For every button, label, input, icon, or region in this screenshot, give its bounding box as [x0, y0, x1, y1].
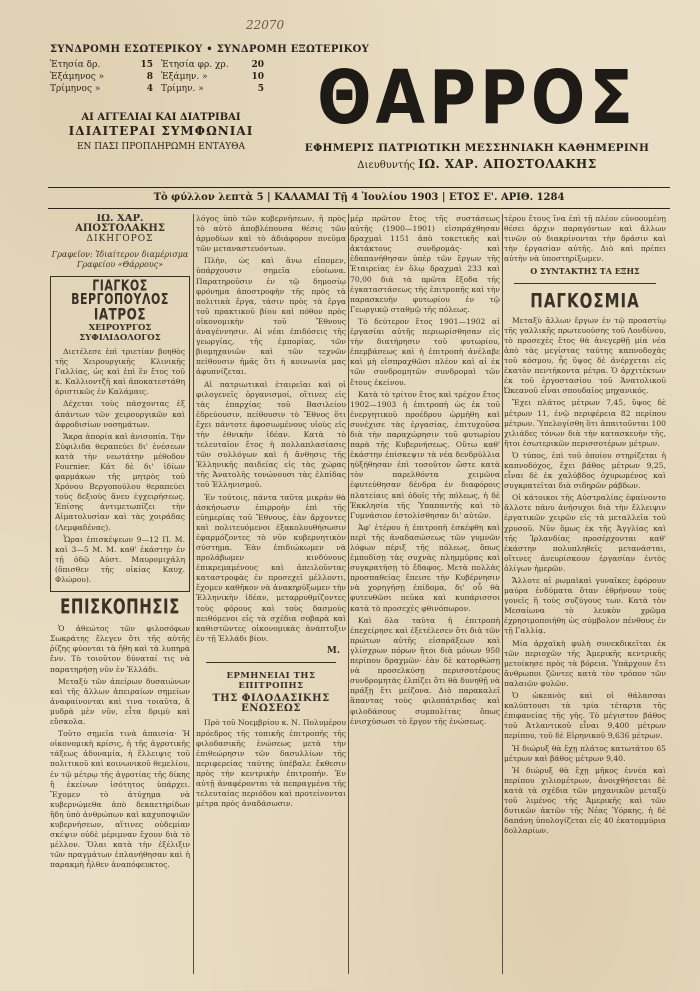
section-heading-pagkosmia: ΠΑΓΚΟΣΜΙΑ — [530, 288, 640, 313]
column-3: μέρ πρῶτον ἔτος τῆς συστάσεως αὐτῆς (1900—1901) εἰσπράχθησαν δραχμαὶ 1151 ἀπὸ τοκετικῆς καὶ ἀκτάκτους συνδρομάς· καὶ ἐδαπανήθησαν ὑπὲρ τῶν ἔργων τῆς Ἑταιρείας ἐν ὅλῳ δραχμαὶ 233 καὶ 70,00 διὰ τὰ πρῶτα ἔξοδα τῆς ἐγκαταστάσεως τῆς ἐπιτροπῆς καὶ τὴν παρασκευὴν φυτωρίου ἐν τῷ Γεωργικῷ σταθμῷ τῆς πόλεως. Τὸ δεύτερον ἔτος 1901—1902 αἱ ἐργασίαι αὐτῆς περιωρίσθησαν εἰς τὴν διατήρησιν τοῦ φυτωρίου, ἐπεμβάσεως καὶ ἡ ἐπιτροπὴ ἀνέλαβε καὶ μὴ εἰσπραχθῶσι πλέον καὶ αἱ ἐκ τῶν συνδρομητῶν συνδρομαὶ τῶν ἔτους ἐκείνου. Κατὰ τὸ τρίτον ἔτος καὶ τρέχον ἔτος 1902—1903 ἡ ἐπιτροπὴ ὡς ἐκ τοῦ ἐνεργητικοῦ προέδρου ὡρμήθη καὶ συνέχισε τὰς ἐργασίας, ἐπιτυχοῦσα διὰ τὴν παραχώρησιν τοῦ φυτωρίου παρὰ τῆς Κυβερνήσεως. Οὕτω καθ' ἑκάστην ἐπίσκεψιν τὰ νέα δενδρύλλια ηὐξήθησαν ἐπὶ τοσοῦτον ὥστε κατὰ τὸν παρελθόντα χειμῶνα ἐφυτεύθησαν δένδρα ἐν διαφόροις πλατείαις καὶ ὁδοῖς τῆς πόλεως, ἡ δὲ Ἐκκλησία τῆς Ὑπαπαντῆς καὶ τὸ Γυμνάσιον ἐστολίσθησαν δι' αὐτῶν. Ἀφ' ἑτέρου ἡ ἐπιτροπὴ ἐσκέφθη καὶ περὶ τῆς ἀναδασώσεως τῶν γυμνῶν λόφων πέριξ τῆς πόλεως, ὅπως ἐμποδίσῃ τὰς συχνὰς πλημμύρας καὶ συγκρατήσῃ τὸ ἔδαφος. Μετὰ πολλὰς προσπαθείας ἔπεισε τὴν Κυβέρνησιν νὰ χορηγήσῃ ἐπίδομα, δι' οὗ θὰ φυτευθῶσι πεῦκα καὶ κυπάρισσοι κατὰ τὸ προσεχὲς φθινόπωρον. Καὶ ὅλα ταῦτα ἡ ἐπιτροπὴ ἐπεχείρησε καὶ ἐξετέλεσεν ὅτι διὰ τῶν πρώτων αὐτῆς εἰσπράξεων καὶ γλίσχρων πόρων ἤτοι διὰ μόνων 950 περίπου δραχμῶν· ἐὰν δὲ κατορθώσῃ νὰ προσελκύσῃ περισσοτέρους συνδρομητὰς ἐλπίζει ὅτι θὰ δυνηθῇ νὰ πράξῃ ἔτι μείζονα. Διὸ παρακαλεῖ ἅπαντας τοὺς φιλοπάτριδας καὶ φιλοδάσους συμπολίτας ὅπως ἐνισχύσωσι τὸ ἔργον τῆς ἐνώσεως. — [350, 214, 500, 726]
lawyer-office: Γραφεῖον: Ἰδιαίτερον διαμέρισμα Γραφείου «Θάρρους» — [51, 250, 189, 270]
newspaper-logo: ΘΑΡΡΟΣ — [317, 56, 637, 142]
doctor-title: ΙΑΤΡΟΣ — [93, 304, 147, 324]
lawyer-name: ΙΩ. ΧΑΡ. ΑΠΟΣΤΟΛΑΚΗΣ — [75, 214, 165, 235]
dateline: Τὸ φύλλον λεπτὰ 5 | ΚΑΛΑΜΑΙ Τῇ 4 Ἰουλίου 1903 | ΕΤΟΣ Ε'. ΑΡΙΘ. 1284 — [48, 187, 670, 209]
newspaper-subtitle: ΕΦΗΜΕΡΙΣ ΠΑΤΡΙΩΤΙΚΗ ΜΕΣΣΗΝΙΑΚΗ ΚΑΘΗΜΕΡΙΝΗ — [304, 142, 650, 154]
rate-row: Ἐτησία φρ. χρ. 20 — [161, 60, 264, 70]
rate-row: Ἐτησία δρ. 15 — [50, 60, 153, 70]
section-heading-commission: ΕΡΜΗΝΕΙΑΙ ΤΗΣ ΕΠΙΤΡΟΠΗΣ ΤΗΣ ΦΙΛΟΔΑΣΙΚΗΣ ΕΝΩΣΕΩΣ — [212, 671, 330, 715]
section-heading-episkopisis: ΕΠΙΣΚΟΠΗΣΙΣ — [60, 594, 180, 620]
column-divider — [193, 214, 194, 974]
article-signature: Ο ΣΥΝΤΑΚΤΗΣ ΤΑ ΕΞΗΣ — [530, 266, 640, 277]
subscriptions-grid — [50, 59, 272, 95]
doctor-name: ΓΙΑΓΚΟΣ ΒΕΡΓΟΠΟΥΛΟΣ — [71, 277, 169, 309]
rate-row: Τρίμην. » 5 — [161, 84, 264, 94]
lawyer-title: ΔΙΚΗΓΟΡΟΣ — [86, 234, 154, 245]
column-1: ΙΩ. ΧΑΡ. ΑΠΟΣΤΟΛΑΚΗΣ ΔΙΚΗΓΟΡΟΣ Γραφεῖον: Ἰδιαίτερον διαμέρισμα Γραφείου «Θάρρους» ΓΙΑΓΚΟΣ ΒΕΡΓΟΠΟΥΛΟΣ ΙΑΤΡΟΣ ΧΕΙΡΟΥΡΓΟΣ ΣΥΦΙΛΙΔΟΛΟΓΟΣ Διετέλεσε ἐπὶ τριετίαν βοηθὸς τῆς Χειρουργικῆς Κλινικῆς Γαλλίας, ὡς καὶ ἐπὶ ἓν ἔτος τοῦ κ. Καλλιοντζῆ καὶ ἀποκατεστάθη ὁριστικῶς ἐν Καλάμαις. Δέχεται τοὺς πάσχοντας ἐξ ἁπάντων τῶν χειρουργικῶν καὶ ἀφροδισίων νοσημάτων. Ἄκρα ἀπορία καὶ ἀνισοπία. Τὴν Σύφιλιδα θεραπεύει δι' ἐνέσεων κατὰ τὴν νεωτάτην μέθοδον Fournier. Κάτ δὲ δι' ἰδίων φαρμάκων τῆς μητρὸς τοῦ Χρόνου Βεργοπούλου θεραπεύει τοὺς δεξιοὺς ἄνευ ἐγχειρήσεως. Ἐπίσης ἀντιμετωπίζει τὴν Αἱματολυσίαν καὶ τὰς χοιράδας (Λεμφαδένας). Ὧραι ἐπισκέψεων 9—12 Π. Μ. καὶ 3—5 Μ. Μ. καθ' ἑκάστην ἐν τῇ ὁδῷ Αὐστ. Μαυρομιχάλη (ὄπισθεν τῆς οἰκίας Καυχ. Φλώρου). ΕΠΙΣΚΟΠΗΣΙΣ Ὁ ἀθεώτος τῶν φιλοσόφων Σωκράτης ἔλεγεν ὅτι τῆς αὐτῆς ῥίζης φύονται τὰ ἤθη καὶ τὰ λυπηρὰ ἔνν. Τὸ τοιοῦτον δύναταί τις νὰ παρατηρήσῃ νῦν ἐν Ἑλλάδι. Μεταξὺ τῶν ἀπείρων δυσαιώνων καὶ τῆς ἄλλων ἀπειραίων σημείων ἀναφαίνονται καὶ τινα τοιαῦτα, ἅ μυδρὰ μὲν νῦν, εἶτα δριμὺ καὶ εὔσκολα. Τοῦτο σημεῖα τινὰ ἀπαισία· Ἡ οἰκονομικὴ κρίσις, ἡ τῆς ἀγροτικῆς τάξεως ἀδυναμία, ἡ ἔλλειψις τοῦ πολιτικοῦ καὶ κοινωνικοῦ θεμελίου, ἐν τῷ μέτρῳ τῆς ἀγροτίας τῆς δίκης ἢ ἐκείνων ἰσότητος ὑπάρχει. Ἔχομεν τὸ ἀτύχημα νὰ κυβερνώμεθα ἀπὸ δεκαετηρίδων ἤδη ὑπὸ ἀνθρώπων καὶ καχυποψιῶν κυβερνήσεων, αἵτινες οὐδεμίαν σκέψιν οὐδὲ μέριμναν ἔχουν διὰ τὸ μέλλον. Ὅλαι κατὰ τὴν ἐξέλιξιν τῶν πραγμάτων ἐπλανήθησαν καὶ ἡ παρακμὴ ἦλθεν ἀναπόφευκτος. — [50, 214, 190, 870]
rate-row: Ἑξάμηνος » 8 — [50, 72, 153, 82]
article-signature: Μ. — [326, 645, 340, 656]
rate-row: Ἑξάμην. » 10 — [161, 72, 264, 82]
advertising-notice: ΑΙ ΑΓΓΕΛΙΑΙ ΚΑΙ ΔΙΑΤΡΙΒΑΙ ΙΔΙΑΙΤΕΡΑΙ ΣΥΜΦΩΝΙΑΙ ΕΝ ΠΑΣΙ ΠΡΟΠΛΗΡΩΜΗ ΕΝΤΑΥΘΑ — [68, 112, 254, 152]
rate-row: Τρίμηνος » 4 — [50, 84, 153, 94]
director-line: Διευθυντής ΙΩ. ΧΑΡ. ΑΠΟΣΤΟΛΑΚΗΣ — [357, 157, 597, 171]
domestic-rates — [50, 59, 161, 95]
doctor-advertisement: ΓΙΑΓΚΟΣ ΒΕΡΓΟΠΟΥΛΟΣ ΙΑΤΡΟΣ ΧΕΙΡΟΥΡΓΟΣ ΣΥΦΙΛΙΔΟΛΟΓΟΣ Διετέλεσε ἐπὶ τριετίαν βοηθὸς τῆς Χειρουργικῆς Κλινικῆς Γαλλίας, ὡς καὶ ἐπὶ ἓν ἔτος τοῦ κ. Καλλιοντζῆ καὶ ἀποκατεστάθη ὁριστικῶς ἐν Καλάμαις. Δέχεται τοὺς πάσχοντας ἐξ ἁπάντων τῶν χειρουργικῶν καὶ ἀφροδισίων νοσημάτων. Ἄκρα ἀπορία καὶ ἀνισοπία. Τὴν Σύφιλιδα θεραπεύει δι' ἐνέσεων κατὰ τὴν νεωτάτην μέθοδον Fournier. Κάτ δὲ δι' ἰδίων φαρμάκων τῆς μητρὸς τοῦ Χρόνου Βεργοπούλου θεραπεύει τοὺς δεξιοὺς ἄνευ ἐγχειρήσεως. Ἐπίσης ἀντιμετωπίζει τὴν Αἱματολυσίαν καὶ τὰς χοιράδας (Λεμφαδένας). Ὧραι ἐπισκέψεων 9—12 Π. Μ. καὶ 3—5 Μ. Μ. καθ' ἑκάστην ἐν τῇ ὁδῷ Αὐστ. Μαυρομιχάλη (ὄπισθεν τῆς οἰκίας Καυχ. Φλώρου). — [50, 276, 190, 592]
column-4: τέρου ἔτους ἵνα ἐπὶ τῇ πλέον εὐνοουμένῃ θέσει ἀρχιν παραγόντων καὶ ἄλλων τινῶν οὐ διακρίνονται τὴν δράσιν καὶ τὴν ἐργασίαν αὐτῆς. Διὸ καὶ πρέπει αὐτὴν νὰ ὑποστηρίξωμεν. Ο ΣΥΝΤΑΚΤΗΣ ΤΑ ΕΞΗΣ ΠΑΓΚΟΣΜΙΑ Μεταξὺ ἄλλων ἔργων ἐν τῷ προαστίῳ τῆς γαλλικῆς πρωτευούσης τοῦ Λονδίνου, τὸ προσεχὲς ἔτος θὰ ἀνεγερθῇ μία νέα ἀπὸ τὰς μεγίστας ταύτης καπνοδοχὰς τοῦ κόσμου, ἧς ὕψος δὲ ἀνέρχεται εἰς ἑκατὸν πεντήκοντα μέτρα. Ὁ ἀρχιτέκτων ἐκ τοῦ ἐργοστασίου τοῦ Ἀνατολικοῦ Ὠκεανοῦ εἶναι σπουδαῖος μηχανικός. Ἔχει πλάτος μέτρων 7,45, ὕψος δὲ μέτρων 11, ἐνῷ περιφέρεια 82 περίπου μέτρων. Ὑπελογίσθη ὅτι ἀπαιτοῦνται 100 χιλιάδες τόνων διὰ τὴν κατασκευὴν τῆς, ἤτοι ἐσωτερικῶν περισσοτέρων μέτρων. Ὁ τύπος, ἐπὶ τοῦ ὁποίου στηρίζεται ἡ καπνοδόχος, ἔχει βάθος μέτρων 9,25, εἶναι δὲ ἐκ χαλύβδος ὀχυρωμένος καὶ συγκρατεῖται διὰ σιδηρῶν ράβδων. Οἱ κάτοικοι τῆς Αὐστραλίας ἐφαίνοντο ἄλλοτε πάνυ ἀνήσυχοι διὰ τὴν ἔλλειψιν ἐργατικῶν χειρῶν εἰς τὰ μεταλλεῖα τοῦ χρυσοῦ. Νῦν ὅμως ἐκ τῆς Ἀγγλίας καὶ τῆς Ἰρλανδίας προσέρχονται καθ' ἑκάστην πολυπληθεῖς μετανάσται, οἵτινες ἀνευρίσκουν ἐργασίαν ἐντὸς ὀλίγων ἡμερῶν. Ἄλλοτε αἱ ρωμαϊκαὶ γυναῖκες ἐφόρουν μαύρα ἐνδύματα ὅταν ἐθρήνουν τοὺς γονεῖς ἢ τοὺς συζύγους των. Κατὰ τὸν Μεσαίωνα τὸ λευκὸν χρῶμα ἐχρησιμοποιήθη ὡς σύμβολον πένθους ἐν τῇ Γαλλίᾳ. Μία ἀρχαϊκὴ φυλὴ συνεκδικεῖται ἐκ τῶν περιοχῶν τῆς Ἀμερικῆς κεντρικῆς μετοίκησε πρὸς τὰ βόρεια. Ὑπάρχουν ἔτι ἄνθρωποι ζῶντες κατὰ τὸν τρόπον τῶν παλαιῶν φυλῶν. Ὁ ὠκεανὸς καὶ οἱ θάλασσαι καλύπτουσι τὰ τρία τέταρτα τῆς ἐπιφανείας τῆς γῆς. Τὸ μέγιστον βάθος τοῦ Ἀτλαντικοῦ εἶναι 9,400 μέτρων περίπου, τοῦ δὲ Εἰρηνικοῦ 9,636 μέτρων. Ἡ διώρυξ θὰ ἔχῃ πλάτος κατωτάτου 65 μέτρων καὶ βάθος μέτρων 9,40. Ἡ διώρυξ θὰ ἔχῃ μῆκος ἐννέα καὶ περίπου χιλιομέτρων, ἀνοιχθήσεται δὲ κατὰ τὰ σχέδια τῶν μηχανικῶν μεταξὺ τοῦ λιμένος τῆς Ἀμερικῆς καὶ τῶν δυτικῶν ἀκτῶν τῆς Νέας Ὑόρκης, ἡ δὲ δαπάνη ὑπολογίζεται εἰς 40 ἑκατομμύρια δολλαρίων. — [504, 214, 666, 836]
archive-number: 22070 — [246, 18, 285, 32]
divider — [206, 662, 336, 663]
doctor-specialty: ΧΕΙΡΟΥΡΓΟΣ ΣΥΦΙΛΙΔΟΛΟΓΟΣ — [79, 322, 161, 343]
foreign-rates — [161, 59, 272, 95]
divider — [514, 283, 656, 284]
column-divider — [348, 214, 349, 974]
subscriptions-title: ΣΥΝΔΡΟΜΗ ΕΣΩΤΕΡΙΚΟΥ • ΣΥΝΔΡΟΜΗ ΕΞΩΤΕΡΙΚΟΥ — [50, 44, 370, 55]
column-2: λόγος ὑπὸ τῶν κυβερνήσεων, ἡ πρὸς τὸ αὐτὸ ἀποβλέπουσα θέσις τῶν ἀρμοδίων καὶ τὸ ἀδιάφορον πνεῦμα τῶν μεταναστευόντων. Πλὴν, ὡς καὶ ἄνω εἴπομεν, ὑπάρχουσιν σημεῖα εὐοίωνα. Παρατηροῦσιν ἐν τῷ δημοσίῳ φρόνημα ἀποστροφὴν τῆς πρὸς τὰ πολιτικὰ ἔργα, τάσιν πρὸς τὰ ἔργα τοῦ πρακτικοῦ βίου καὶ πόθον πρὸς οἰκονομικὴν τοῦ Ἔθνους ἀναγέννησιν. Αἱ νέαι ἐπιδόσεις τῆς γεωργίας, τῆς ἐμπορίας, τῶν βιομηχανιῶν καὶ τῶν τεχνῶν πείθουσιν ἡμᾶς ὅτι ἡ κοινωνία μας ἀφυπνίζεται. Αἱ πατριωτικαὶ ἑταιρεῖαι καὶ οἱ φιλογενεῖς ὀργανισμοί, οἵτινες εἰς τὰς ἐπαρχίας τοῦ Βασιλείου ἐδρεύουσιν, πείθουσιν τὸ Ἔθνος ὅτι ἔχει πάντοτε ἀφοσιωμένους υἱοὺς εἰς τὴν ἐθνικὴν ἰδέαν. Κατὰ τὸ τελευταῖον ἔτος ἡ πολλαπλασίασις τῶν συλλόγων καὶ ἡ ἄνθησις τῆς Ἑλληνικῆς παιδείας εἰς τὰς χώρας τῆς Ἀνατολῆς τονώνουσι τὰς ἐλπίδας τοῦ Ἑλληνισμοῦ. Ἐν τούτοις, πάντα ταῦτα μικρὰν θὰ ἀσκήσωσιν ἐπιρροὴν ἐπὶ τῆς εὐημερίας τοῦ Ἔθνους, ἐὰν ἄρχοντες καὶ πολιτευόμενοι ἐξακολουθήσωσιν ἐφαρμόζοντες τὸ νῦν κυβερνητικὸν σύστημα. Ἐὰν ἐπιδιώκωμεν νὰ προλάβωμεν κινδύνους ἐπικρεμαμένους καὶ ἀπειλοῦντας καταστροφὰς ἐν προσεχεῖ μέλλοντι, ἔχομεν καθῆκον νὰ ἀνακηρύξωμεν τὴν Ἑλληνικὴν ἰδέαν, μεταρρυθμίζοντες τοὺς φόρους καὶ τοὺς δασμοὺς πειθόμενοι εἰς τὰ σχέδια σοβαρὰ καὶ καθιστῶντες οἰκονομικὰς ἀνάπτυξιν ἐν τῇ Ἑλλάδι βίον. Μ. ΕΡΜΗΝΕΙΑΙ ΤΗΣ ΕΠΙΤΡΟΠΗΣ ΤΗΣ ΦΙΛΟΔΑΣΙΚΗΣ ΕΝΩΣΕΩΣ Πρὸ τοῦ Νοεμβρίου κ. Ν. Πολυμέρου πρόεδρος τῆς τοπικῆς ἐπιτροπῆς τῆς φιλοδασικῆς ἐνώσεως μετὰ τὴν ἐπιθεώρησιν τῶν δασυλλίων τῆς περιφερείας ταύτης ὑπέβαλε ἔκθεσιν πρὸς τὴν κεντρικὴν ἐπιτροπήν. Ἐν αὐτῇ ἀναφέρονται τὰ πεπραγμένα τῆς τελευταίας περιόδου καὶ προτείνονται μέτρα πρὸς ἀναδάσωσιν. — [196, 214, 346, 809]
column-divider — [502, 214, 503, 974]
subscriptions-box — [50, 44, 370, 95]
